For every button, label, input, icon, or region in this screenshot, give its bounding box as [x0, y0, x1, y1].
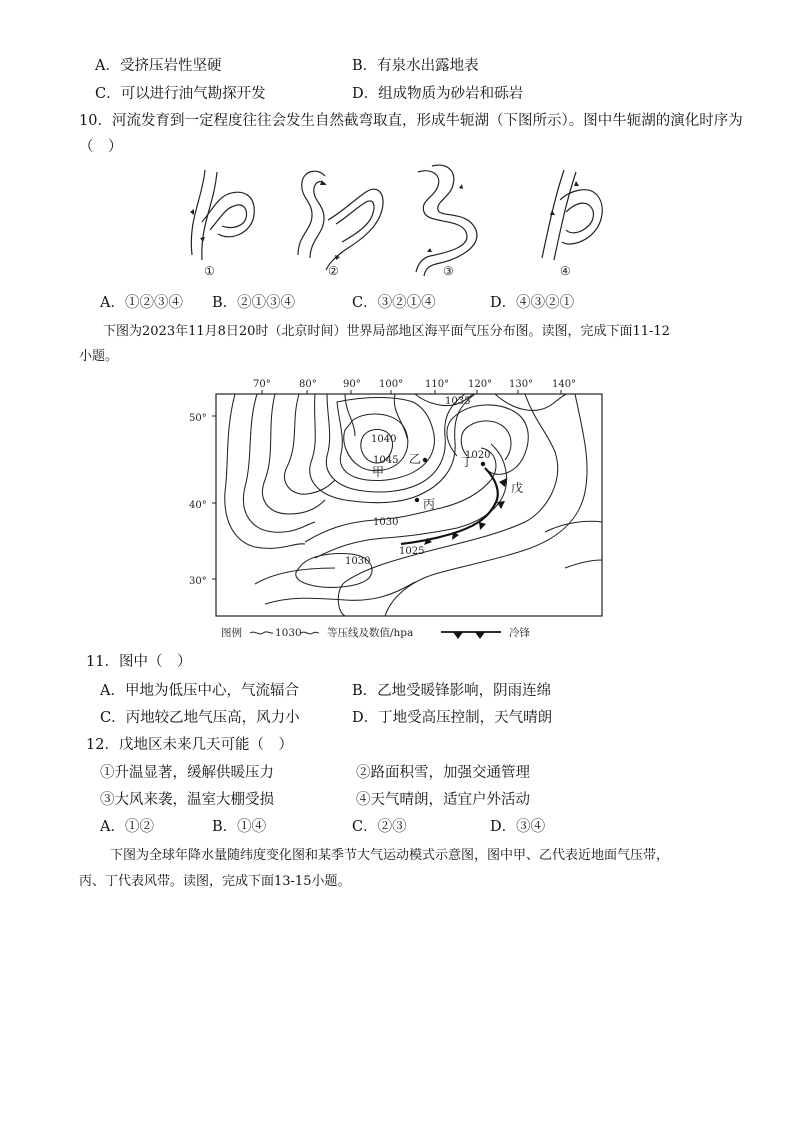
- svg-text:冷锋: 冷锋: [509, 627, 530, 639]
- isobar-label-1030: 1030: [373, 517, 399, 528]
- q9-option-d: D．组成物质为砂岩和砾岩: [352, 86, 524, 102]
- lon-label: 140°: [552, 379, 577, 390]
- diagram-label-2: ②: [328, 264, 339, 278]
- q12-option-a: A．①②: [100, 819, 154, 835]
- q11-stem: 11．图中（ ）: [86, 654, 192, 670]
- oxbow-stage-1: [191, 170, 254, 260]
- map-frame: [216, 394, 602, 616]
- lon-label: 120°: [468, 379, 493, 390]
- flow-arrow: [427, 248, 432, 252]
- q12-stem: 12．戊地区未来几天可能（ ）: [86, 737, 293, 753]
- lon-label: 110°: [425, 379, 450, 390]
- lat-label: 30°: [189, 576, 207, 587]
- q12-option-c: C．②③: [352, 819, 407, 835]
- diagram-label-3: ③: [443, 264, 454, 278]
- svg-text:图例: 图例: [221, 627, 242, 639]
- q12-item-3: ③大风来袭，温室大棚受损: [100, 792, 274, 808]
- isobar-label-1020: 1020: [465, 450, 491, 461]
- q12-item-1: ①升温显著，缓解供暖压力: [100, 765, 274, 781]
- lat-label: 50°: [189, 413, 207, 424]
- diagram-label-4: ④: [560, 264, 571, 278]
- place-label-jia: 甲: [372, 465, 385, 479]
- q12-option-b: B．①④: [212, 819, 267, 835]
- q9-option-a: A．受挤压岩性坚硬: [95, 58, 222, 74]
- intro-13-15-line2: 丙、丁代表风带。读图，完成下面13-15小题。: [79, 874, 351, 889]
- place-label-yi: 乙: [409, 452, 422, 466]
- intro-11-12-line2: 小题。: [79, 349, 119, 364]
- q12-item-4: ④天气晴朗，适宜户外活动: [356, 792, 530, 808]
- map-legend: [221, 626, 530, 639]
- isobar-label-1025: 1025: [399, 546, 425, 557]
- isobar-label-1030-low: 1030: [345, 556, 371, 567]
- lon-label: 80°: [299, 379, 317, 390]
- q10-stem-blank: （ ）: [79, 139, 123, 155]
- sea-level-pressure-map: [189, 372, 615, 644]
- place-label-wu: 戊: [511, 481, 524, 495]
- svg-text:等压线及数值/hpa: 等压线及数值/hpa: [327, 627, 414, 639]
- svg-text:1030: 1030: [275, 627, 302, 639]
- flow-arrow: [574, 181, 579, 186]
- point-yi: [423, 458, 427, 462]
- q12-item-2: ②路面积雪，加强交通管理: [356, 765, 530, 781]
- point-ding: [481, 462, 485, 466]
- place-label-ding: 丁: [461, 455, 474, 469]
- q9-option-b: B．有泉水出露地表: [352, 58, 479, 74]
- q11-option-a: A．甲地为低压中心，气流辐合: [100, 683, 299, 699]
- place-label-bing: 丙: [423, 497, 436, 511]
- isobars: [225, 394, 602, 616]
- flow-arrow: [190, 209, 194, 215]
- q10-option-b: B．②①③④: [212, 295, 296, 311]
- point-bing: [415, 498, 419, 502]
- q11-option-d: D．丁地受高压控制，天气晴朗: [352, 710, 553, 726]
- lon-label: 100°: [379, 379, 404, 390]
- q10-option-a: A．①②③④: [100, 295, 183, 311]
- isobar-label-1045: 1045: [373, 455, 399, 466]
- q11-option-b: B．乙地受暖锋影响，阴雨连绵: [352, 683, 552, 699]
- flow-arrow: [459, 184, 463, 189]
- q10-stem: 10．河流发育到一定程度往往会发生自然截弯取直，形成牛轭湖（下图所示）。图中牛轭湖的演化时序为: [79, 113, 743, 129]
- intro-13-15-line1: 下图为全球年降水量随纬度变化图和某季节大气运动模式示意图，图中甲、乙代表近地面气压带，: [110, 848, 670, 863]
- intro-11-12-line1: 下图为2023年11月8日20时（北京时间）世界局部地区海平面气压分布图。读图，完成下面11-12: [103, 324, 670, 339]
- q9-option-c: C．可以进行油气勘探开发: [95, 86, 266, 102]
- lat-label: 40°: [189, 500, 207, 511]
- oxbow-stage-3: [416, 165, 477, 276]
- lon-label: 70°: [253, 379, 271, 390]
- diagram-label-1: ①: [204, 264, 215, 278]
- lon-label: 90°: [343, 379, 361, 390]
- q10-option-c: C．③②①④: [352, 295, 436, 311]
- oxbow-lake-diagram: [170, 160, 620, 280]
- q10-option-d: D．④③②①: [490, 295, 575, 311]
- flow-arrow: [200, 237, 205, 242]
- q12-option-d: D．③④: [490, 819, 546, 835]
- q11-option-c: C．丙地较乙地气压高，风力小: [100, 710, 300, 726]
- oxbow-stage-2: [298, 171, 383, 270]
- isobar-label-1035: 1035: [445, 396, 471, 407]
- lon-label: 130°: [509, 379, 534, 390]
- isobar-label-1040: 1040: [371, 434, 397, 445]
